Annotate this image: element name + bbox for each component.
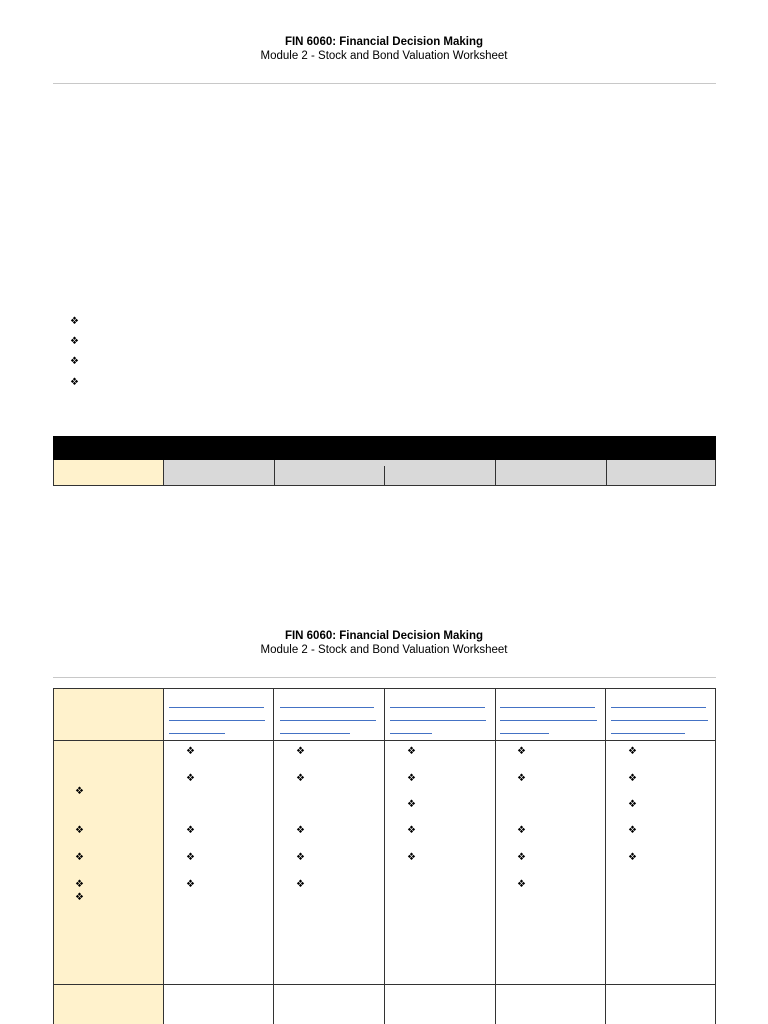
- bullet-icon: ❖: [75, 892, 84, 903]
- bullet-icon: ❖: [186, 773, 195, 784]
- link-underline[interactable]: [611, 720, 708, 721]
- table1-cell: [274, 460, 385, 485]
- link-underline[interactable]: [169, 733, 225, 734]
- table1-cell: [385, 460, 495, 485]
- bullet-icon: ❖: [70, 336, 79, 347]
- page1-header: [0, 35, 768, 63]
- bullet-icon: ❖: [628, 799, 637, 810]
- link-underline[interactable]: [169, 720, 265, 721]
- bullet-icon: ❖: [628, 852, 637, 863]
- page1-divider: [53, 83, 716, 84]
- bullet-icon: ❖: [296, 746, 305, 757]
- page2-divider: [53, 677, 716, 678]
- link-underline[interactable]: [611, 707, 706, 708]
- link-underline[interactable]: [611, 733, 685, 734]
- bullet-icon: ❖: [407, 852, 416, 863]
- bullet-icon: ❖: [296, 773, 305, 784]
- table2: [53, 688, 716, 1024]
- page2-title: FIN 6060: Financial Decision Making: [284, 630, 484, 642]
- table2-column: [273, 688, 385, 1024]
- table2-row-divider: [53, 984, 716, 985]
- bullet-icon: ❖: [517, 746, 526, 757]
- bullet-icon: ❖: [186, 825, 195, 836]
- link-underline[interactable]: [390, 707, 485, 708]
- bullet-icon: ❖: [70, 316, 79, 327]
- table1-divider: [384, 466, 385, 485]
- link-underline[interactable]: [500, 720, 597, 721]
- bullet-icon: ❖: [70, 356, 79, 367]
- link-underline[interactable]: [390, 720, 486, 721]
- bullet-icon: ❖: [517, 879, 526, 890]
- table2-column: [605, 688, 716, 1024]
- link-underline[interactable]: [280, 720, 376, 721]
- link-underline[interactable]: [390, 733, 432, 734]
- table2-row-divider: [53, 740, 716, 741]
- table1-cell: [495, 460, 606, 485]
- table2-top-border: [53, 688, 716, 689]
- page1-title: FIN 6060: Financial Decision Making: [284, 36, 484, 48]
- bullet-icon: ❖: [296, 825, 305, 836]
- page2-subtitle: Module 2 - Stock and Bond Valuation Worksheet: [260, 644, 508, 656]
- bullet-icon: ❖: [75, 879, 84, 890]
- link-underline[interactable]: [280, 733, 350, 734]
- link-underline[interactable]: [500, 707, 595, 708]
- table1-cell: [606, 460, 716, 485]
- bullet-icon: ❖: [517, 773, 526, 784]
- table1-header-bar: [53, 436, 716, 460]
- bullet-icon: ❖: [186, 879, 195, 890]
- link-underline[interactable]: [500, 733, 549, 734]
- bullet-icon: ❖: [75, 786, 84, 797]
- table2-column: [495, 688, 606, 1024]
- bullet-icon: ❖: [628, 746, 637, 757]
- table2-column: [384, 688, 496, 1024]
- bullet-icon: ❖: [186, 746, 195, 757]
- bullet-icon: ❖: [407, 746, 416, 757]
- table1-cell: [163, 460, 274, 485]
- bullet-icon: ❖: [407, 773, 416, 784]
- table2-label-column: [53, 688, 164, 1024]
- table2-column: [163, 688, 274, 1024]
- table1-label-cell: [53, 460, 163, 485]
- bullet-icon: ❖: [186, 852, 195, 863]
- bullet-icon: ❖: [296, 879, 305, 890]
- bullet-icon: ❖: [628, 773, 637, 784]
- bullet-icon: ❖: [517, 825, 526, 836]
- link-underline[interactable]: [280, 707, 374, 708]
- page1-subtitle: Module 2 - Stock and Bond Valuation Worksheet: [260, 50, 508, 62]
- bullet-icon: ❖: [628, 825, 637, 836]
- bullet-icon: ❖: [407, 799, 416, 810]
- page2-header: [0, 629, 768, 657]
- bullet-icon: ❖: [517, 852, 526, 863]
- bullet-icon: ❖: [75, 852, 84, 863]
- bullet-icon: ❖: [75, 825, 84, 836]
- bullet-icon: ❖: [296, 852, 305, 863]
- bullet-icon: ❖: [70, 377, 79, 388]
- bullet-icon: ❖: [407, 825, 416, 836]
- link-underline[interactable]: [169, 707, 264, 708]
